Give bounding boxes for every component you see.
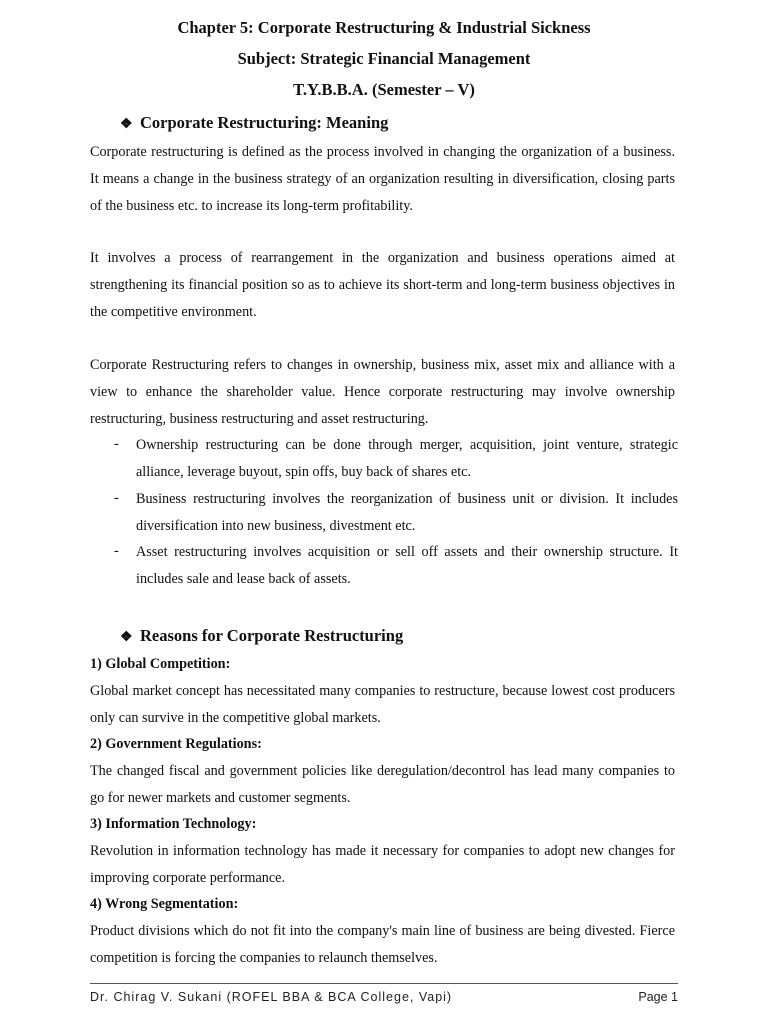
reason-text: Product divisions which do not fit into the company's main line of business are being divested. Fierce competition is forcing the companies to relaunch themselves. — [90, 923, 675, 966]
reason-heading: 1) Global Competition: — [90, 656, 231, 672]
list-marker: - — [114, 543, 119, 559]
reason-heading: 4) Wrong Segmentation: — [90, 896, 239, 912]
subject-title: Subject: Strategic Financial Management — [237, 49, 531, 68]
reason-heading: 3) Information Technology: — [90, 816, 257, 832]
list-item-asset: Asset restructuring involves acquisition or sell off assets and their ownership structure. It includes sale and lease back of assets. — [136, 544, 678, 587]
list-item-ownership: Ownership restructuring can be done through merger, acquisition, joint venture, strategic alliance, leverage buyout, spin offs, buy back of shares etc. — [136, 437, 678, 480]
diamond-bullet-icon: ❖ — [120, 630, 133, 645]
class-title: T.Y.B.B.A. (Semester – V) — [293, 80, 475, 99]
paragraph-shareholder-value: Corporate Restructuring refers to changes in ownership, business mix, asset mix and alliance with a view to enhance the shareholder value. Hence corporate restructuring may involve ownership restructuring, business restructuring and asset restructuring. — [90, 357, 675, 427]
section-title: Reasons for Corporate Restructuring — [140, 626, 404, 645]
footer-divider — [90, 983, 678, 984]
reason-text: The changed fiscal and government policies like deregulation/decontrol has lead many companies to go for newer markets and customer segments. — [90, 763, 675, 806]
reason-text: Global market concept has necessitated many companies to restructure, because lowest cost producers only can survive in the competitive global markets. — [90, 683, 675, 726]
list-marker: - — [114, 490, 119, 506]
diamond-bullet-icon: ❖ — [120, 117, 133, 132]
section-heading-meaning — [120, 113, 388, 133]
chapter-title: Chapter 5: Corporate Restructuring & Industrial Sickness — [177, 18, 591, 37]
section-title: Corporate Restructuring: Meaning — [140, 113, 389, 132]
paragraph-definition: Corporate restructuring is defined as the process involved in changing the organization of a business. It means a change in the business strategy of an organization resulting in diversification, closing parts of the business etc. to increase its long-term profitability. — [90, 144, 675, 214]
section-heading-reasons — [120, 626, 403, 646]
reason-heading: 2) Government Regulations: — [90, 736, 262, 752]
paragraph-rearrangement: It involves a process of rearrangement in the organization and business operations aimed at strengthening its financial position so as to achieve its short-term and long-term business objectives in the competitive environment. — [90, 250, 675, 320]
list-item-business: Business restructuring involves the reorganization of business unit or division. It includes diversification into new business, divestment etc. — [136, 491, 678, 534]
footer-author: Dr. Chirag V. Sukani (ROFEL BBA & BCA College, Vapi) — [90, 990, 453, 1004]
footer-page-number: Page 1 — [638, 990, 678, 1004]
list-marker: - — [114, 436, 119, 452]
reason-text: Revolution in information technology has made it necessary for companies to adopt new changes for improving corporate performance. — [90, 843, 675, 886]
